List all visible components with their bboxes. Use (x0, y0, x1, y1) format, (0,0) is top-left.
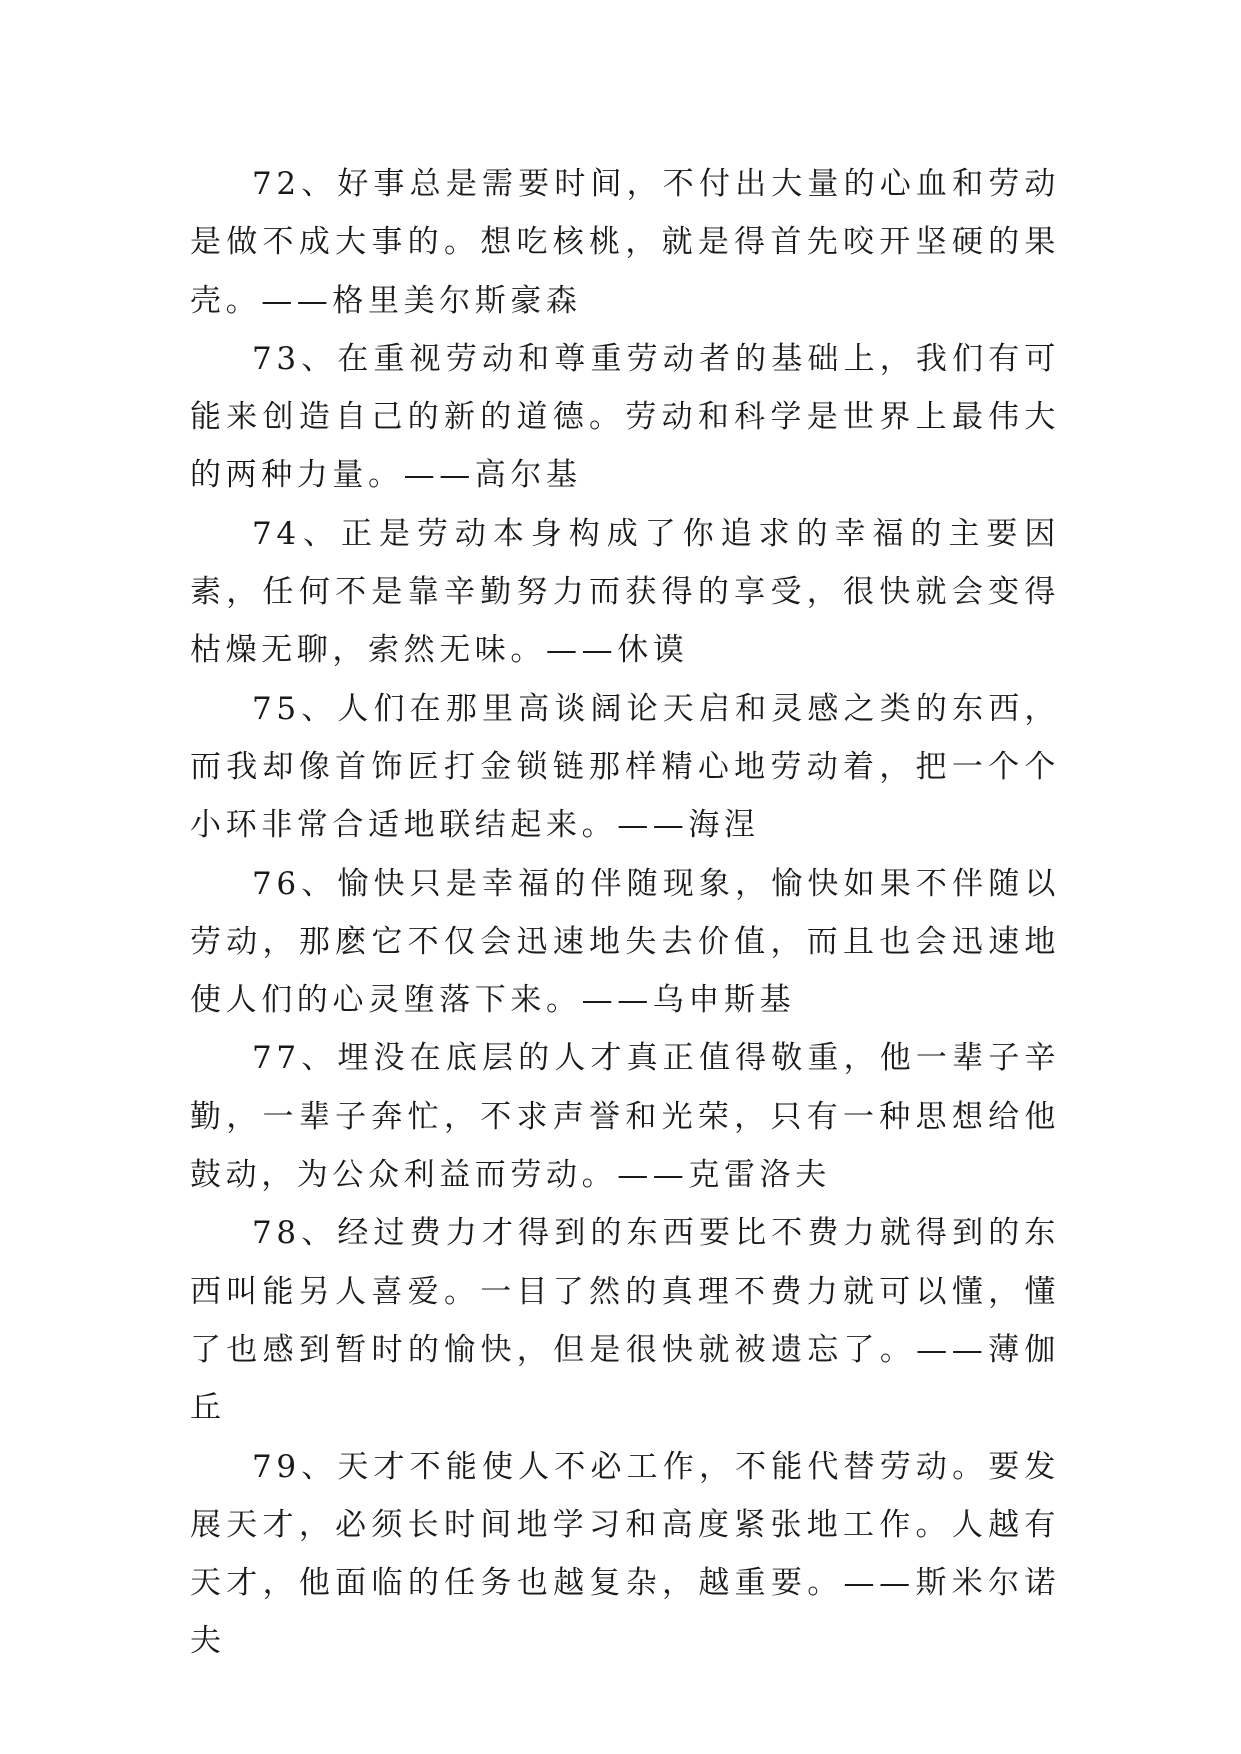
quote-paragraph-73: 73、在重视劳动和尊重劳动者的基础上，我们有可能来创造自己的新的道德。劳动和科学是世界上最伟大的两种力量。——高尔基 (190, 340, 1060, 494)
quote-paragraph-79: 79、天才不能使人不必工作，不能代替劳动。要发展天才，必须长时间地学习和高度紧张地工作。人越有天才，他面临的任务也越复杂，越重要。——斯米尔诺夫 (190, 1448, 1060, 1660)
quote-paragraph-77: 77、埋没在底层的人才真正值得敬重，他一辈子辛勤，一辈子奔忙，不求声誉和光荣，只有一种思想给他鼓动，为公众利益而劳动。——克雷洛夫 (190, 1040, 1060, 1194)
quote-paragraph-76: 76、愉快只是幸福的伴随现象，愉快如果不伴随以劳动，那麽它不仅会迅速地失去价值，而且也会迅速地使人们的心灵堕落下来。——乌申斯基 (190, 865, 1060, 1019)
quote-paragraph-75: 75、人们在那里高谈阔论天启和灵感之类的东西，而我却像首饰匠打金锁链那样精心地劳动着，把一个个小环非常合适地联结起来。——海涅 (190, 690, 1060, 844)
document-body (190, 155, 1060, 1671)
quote-paragraph-74: 74、正是劳动本身构成了你追求的幸福的主要因素，任何不是靠辛勤努力而获得的享受，很快就会变得枯燥无聊，索然无味。——休谟 (190, 515, 1060, 669)
quote-paragraph-78: 78、经过费力才得到的东西要比不费力就得到的东西叫能另人喜爱。一目了然的真理不费力就可以懂，懂了也感到暂时的愉快，但是很快就被遗忘了。——薄伽丘 (190, 1215, 1060, 1427)
quote-paragraph-72: 72、好事总是需要时间，不付出大量的心血和劳动是做不成大事的。想吃核桃，就是得首先咬开坚硬的果壳。——格里美尔斯豪森 (190, 166, 1060, 319)
